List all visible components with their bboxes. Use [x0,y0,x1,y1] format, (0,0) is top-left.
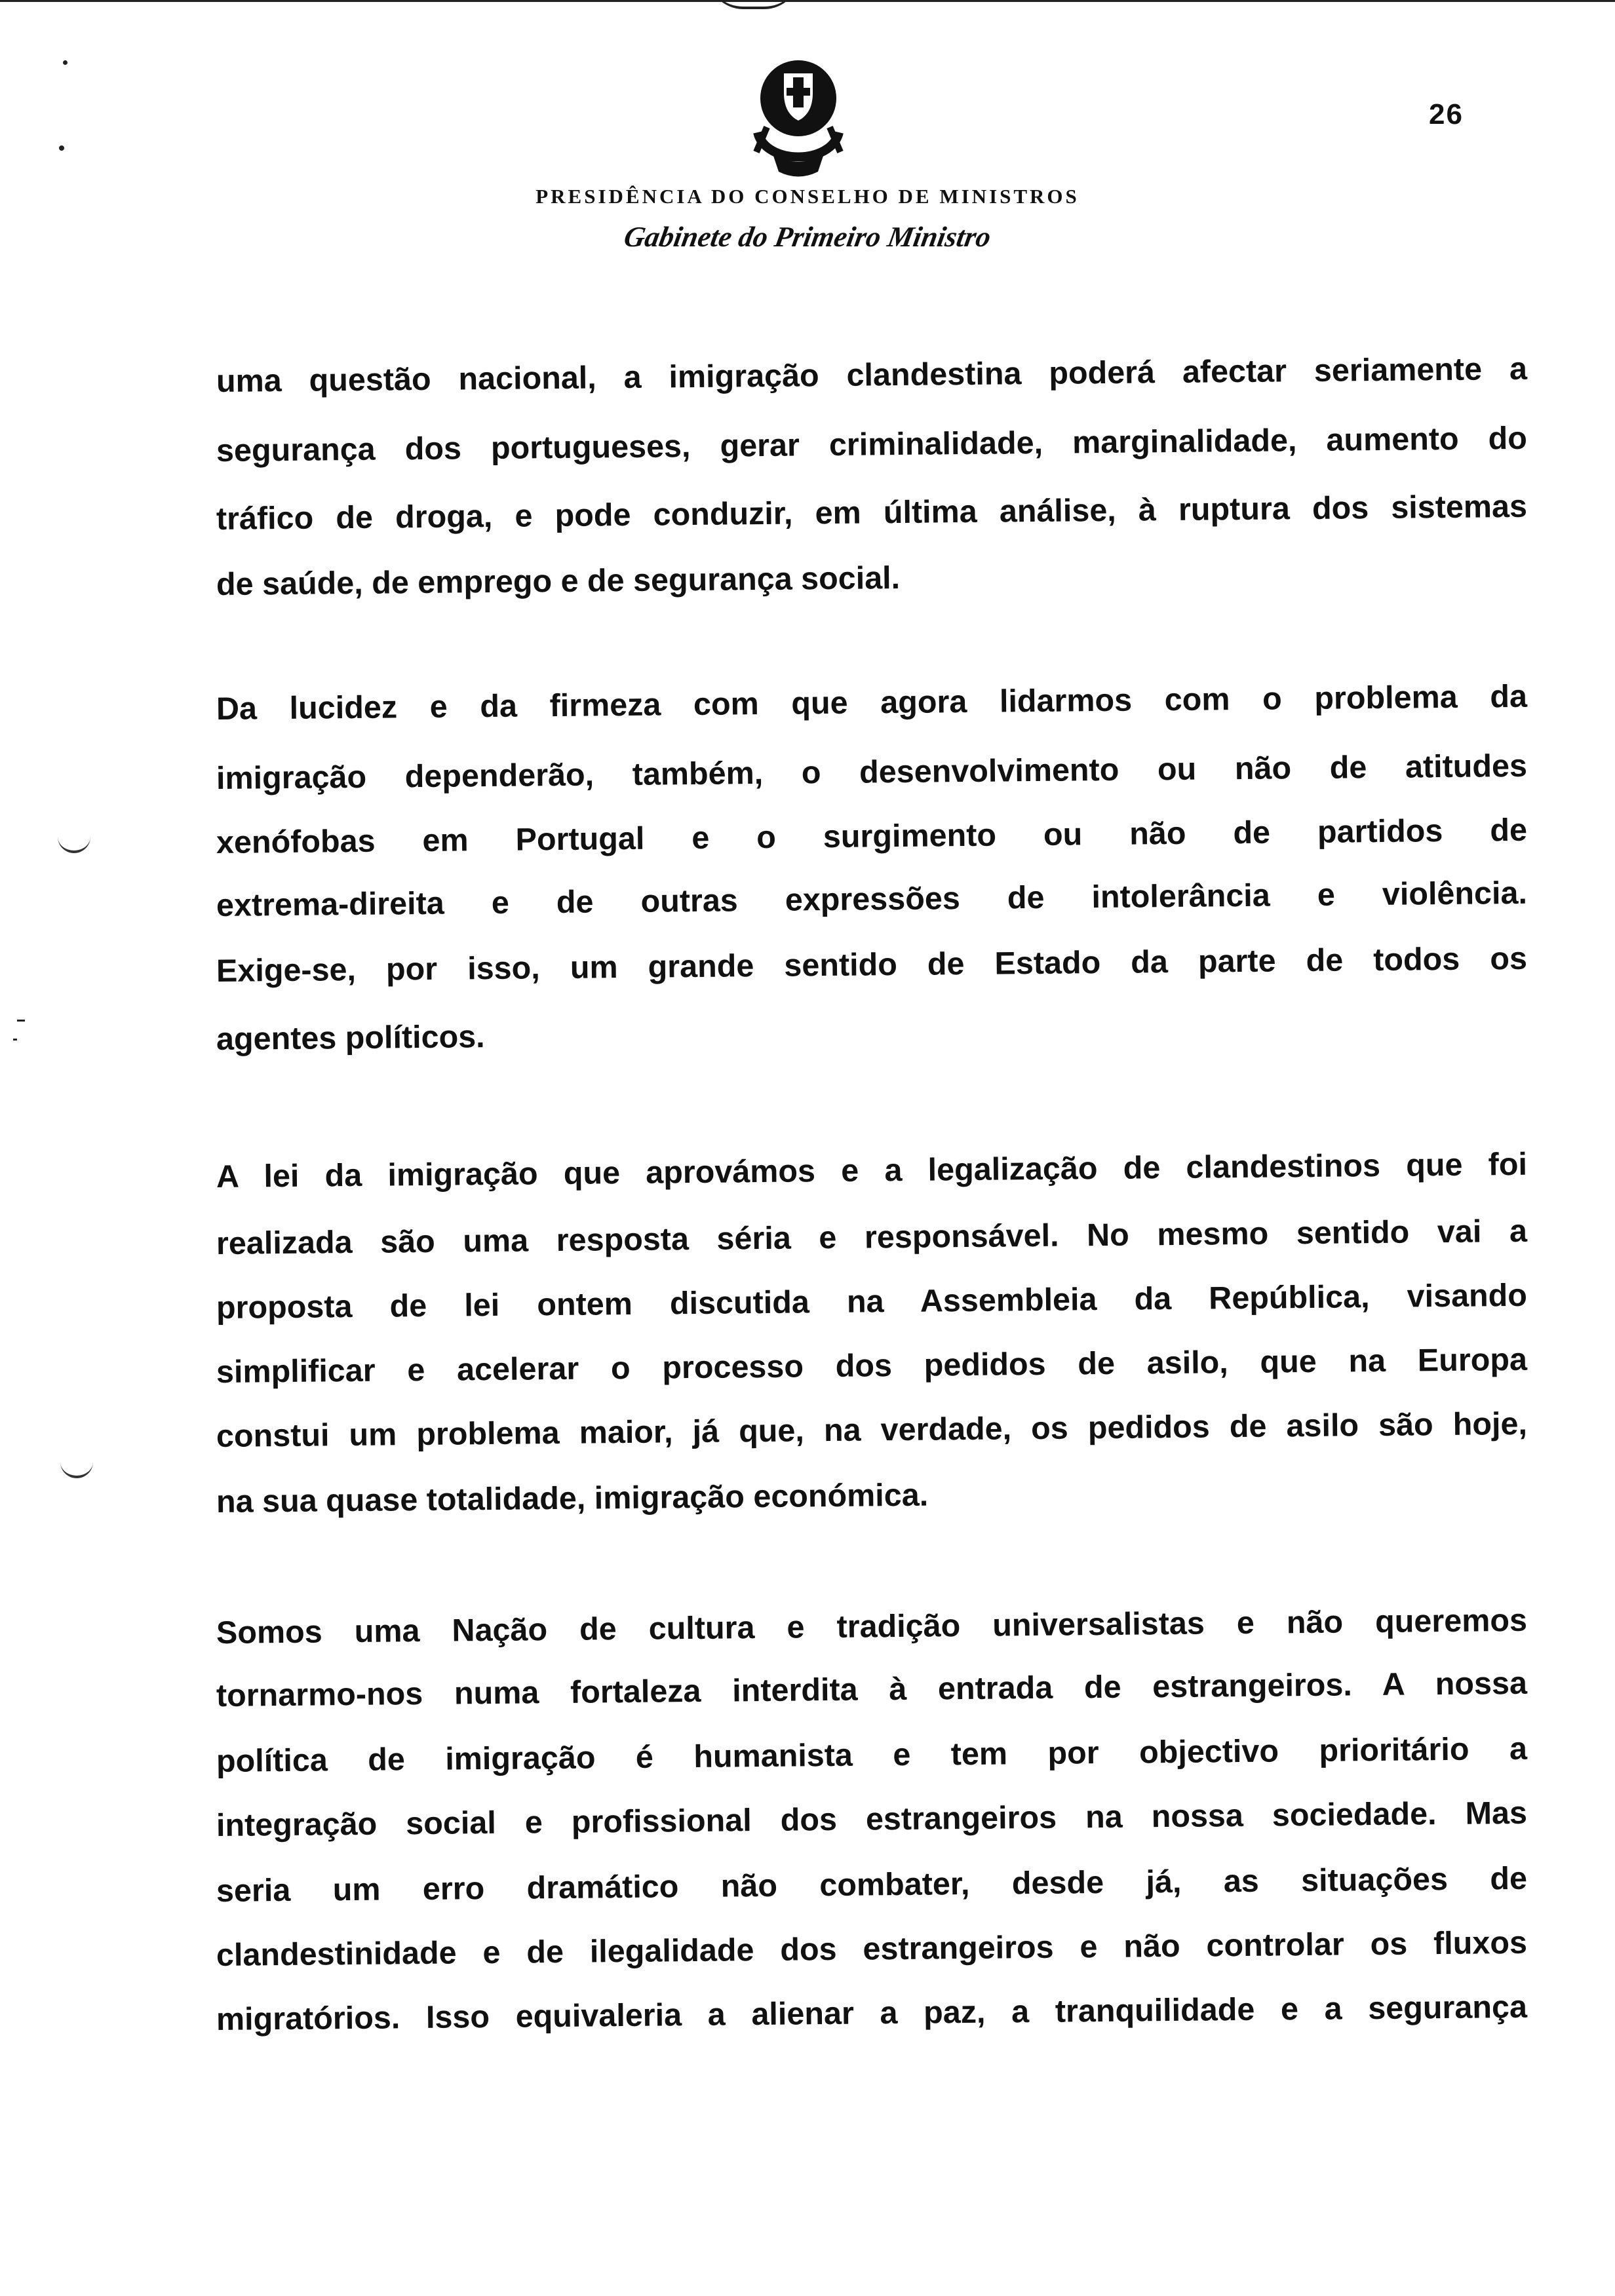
text-line: Exige-se, por isso, um grande sentido de Estado da parte de todos os [216,940,1528,989]
text-line: Da lucidez e da firmeza com que agora lidarmos com o problema da [216,678,1528,727]
text-line: política de imigração é humanista e tem por objectivo prioritário a [216,1731,1528,1779]
text-line: integração social e profissional dos estrangeiros na nossa sociedade. Mas [216,1795,1528,1843]
text-line: simplificar e acelerar o processo dos pedidos de asilo, que na Europa [216,1341,1528,1390]
text-line: realizada são uma resposta séria e responsável. No mesmo sentido vai a [216,1213,1528,1261]
text-line: agentes políticos. [216,1019,485,1057]
text-line: seria um erro dramático não combater, desde já, as situações de [216,1860,1528,1909]
text-line: tornarmo-nos numa fortaleza interdita à entrada de estrangeiros. A nossa [216,1665,1528,1713]
page-number: 26 [1429,98,1464,130]
text-line: de saúde, de emprego e de segurança social. [216,560,901,602]
text-line: na sua quase totalidade, imigração económica. [216,1477,929,1520]
text-line: segurança dos portugueses, gerar criminalidade, marginalidade, aumento do [216,420,1528,469]
text-line: migratórios. Isso equivaleria a alienar a paz, a tranquilidade e a segurança [216,1989,1528,2037]
text-line: uma questão nacional, a imigração clandestina poderá afectar seriamente a [216,351,1528,399]
text-line: imigração dependerão, também, o desenvolvimento ou não de atitudes [216,748,1528,796]
text-line: extrema-direita e de outras expressões de intolerância e violência. [216,875,1528,923]
text-line: xenófobas em Portugal e o surgimento ou não de partidos de [216,812,1528,860]
text-line: clandestinidade e de ilegalidade dos estrangeiros e não controlar os fluxos [216,1924,1528,1973]
office-name: Gabinete do Primeiro Ministro [621,221,994,253]
text-line: tráfico de droga, e pode conduzir, em última análise, à ruptura dos sistemas [216,488,1528,537]
text-line: Somos uma Nação de cultura e tradição universalistas e não queremos [216,1602,1528,1651]
text-line: A lei da imigração que aprovámos e a legalização de clandestinos que foi [216,1146,1528,1195]
text-line: proposta de lei ontem discutida na Assembleia da República, visando [216,1277,1528,1326]
institution-name: PRESIDÊNCIA DO CONSELHO DE MINISTROS [535,185,1080,208]
text-line: constui um problema maior, já que, na verdade, os pedidos de asilo são hoje, [216,1406,1528,1454]
